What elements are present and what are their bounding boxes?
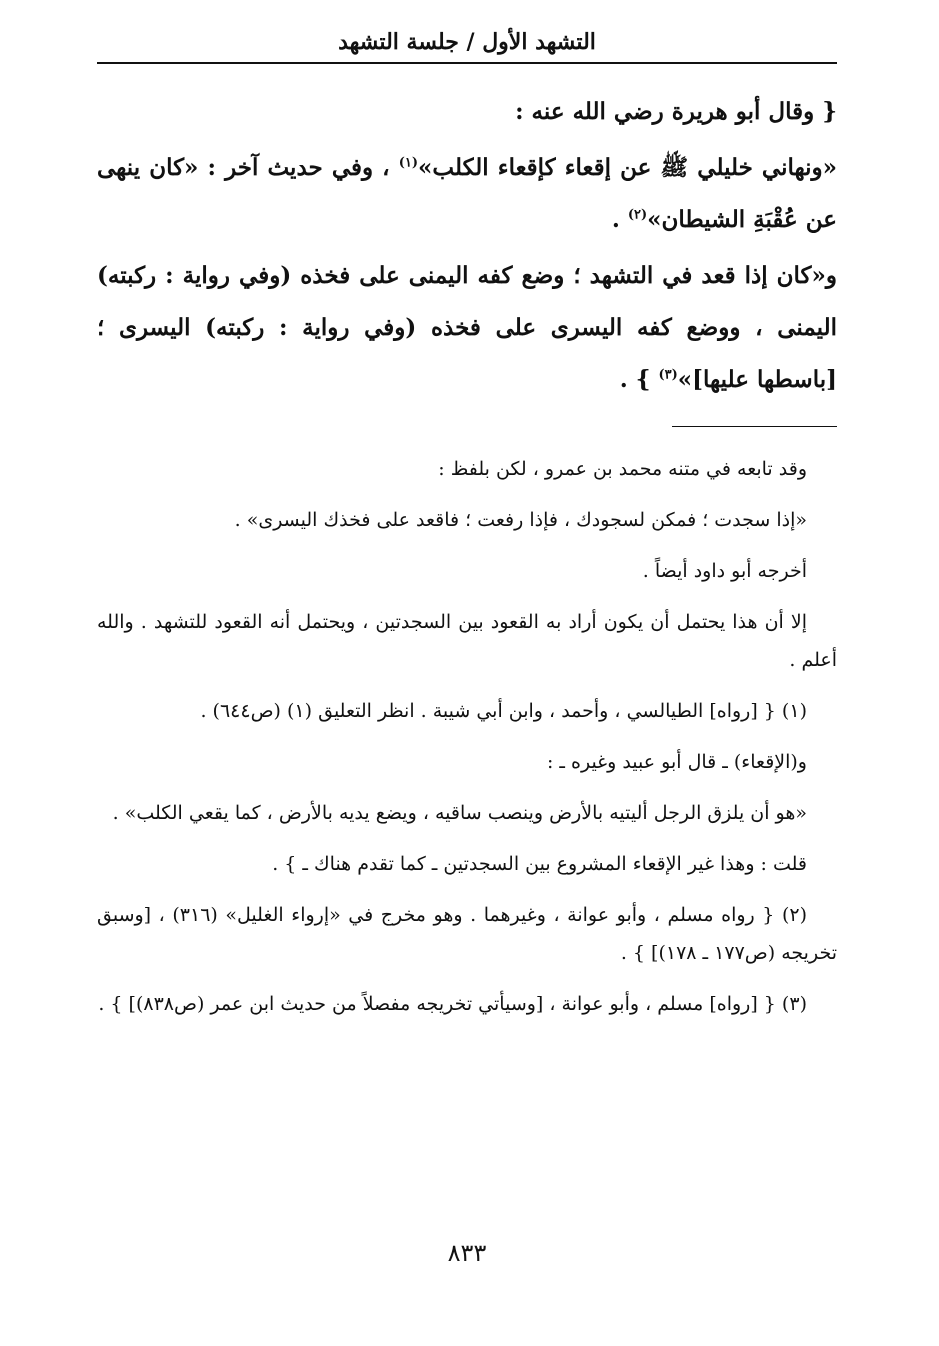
main-paragraph-2-tail: ، وفي حديث آخر : «كان ينهى عن عُقْبَةِ الشيطان» <box>97 154 837 233</box>
footnote-1: (١) { [رواه] الطيالسي ، وأحمد ، وابن أبي شيبة . انظر التعليق (١) (ص٦٤٤) . <box>200 700 807 722</box>
footnote-ref-1: (١) <box>398 155 418 171</box>
main-text <box>97 86 837 410</box>
main-paragraph-1-text: { وقال أبو هريرة رضي الله عنه : <box>515 98 837 125</box>
note-line-1: وقد تابعه في متنه محمد بن عمرو ، لكن بلفظ : <box>438 458 807 480</box>
header-rule <box>97 62 837 64</box>
footnote-2: (٢) { رواه مسلم ، وأبو عوانة ، وغيرهما . وهو مخرج في «إرواء الغليل» (٣١٦) ، [وسبق تخريجه (ص١٧٧ ـ ١٧٨)] } . <box>97 904 837 964</box>
main-paragraph-2 <box>97 142 837 246</box>
page-number: ٨٣٣ <box>447 1239 487 1267</box>
main-paragraph-3-text: و«كان إذا قعد في التشهد ؛ وضع كفه اليمنى على فخذه (وفي رواية : ركبته) اليمنى ، ووضع كفه اليسرى على فخذه (وفي رواية : ركبته) اليسرى ؛ [باسطها عليها]» <box>97 262 837 393</box>
note-line-4: إلا أن هذا يحتمل أن يكون أراد به القعود بين السجدتين ، ويحتمل أنه القعود للتشهد . والله أعلم . <box>97 611 837 671</box>
main-paragraph-2-text: «ونهاني خليلي ﷺ عن إقعاء كإقعاء الكلب» <box>418 154 837 181</box>
running-header: التشهد الأول / جلسة التشهد <box>338 29 596 55</box>
note-line-6: و(الإقعاء) ـ قال أبو عبيد وغيره ـ : <box>546 751 807 773</box>
note-line-2: «إذا سجدت ؛ فمكن لسجودك ، فإذا رفعت ؛ فاقعد على فخذك اليسرى» . <box>234 509 807 531</box>
note-line-7: «هو أن يلزق الرجل أليتيه بالأرض وينصب ساقيه ، ويضع يديه بالأرض ، كما يقعي الكلب» . <box>112 802 807 824</box>
note-line-8: قلت : وهذا غير الإقعاء المشروع بين السجدتين ـ كما تقدم هناك ـ } . <box>272 853 807 875</box>
footnote-ref-2: (٢) <box>627 207 648 223</box>
note-line-3: أخرجه أبو داود أيضاً . <box>642 560 807 582</box>
document-page <box>97 20 837 1320</box>
footnote-rule <box>672 426 837 427</box>
main-paragraph-3 <box>97 250 837 406</box>
footnote-3: (٣) { [رواه] مسلم ، وأبو عوانة ، [وسيأتي تخريجه مفصلاً من حديث ابن عمر (ص٨٣٨)] } . <box>98 993 807 1015</box>
main-paragraph-2-end: . <box>611 206 628 233</box>
main-paragraph-1 <box>97 86 837 138</box>
footnote-ref-3: (٣) <box>658 367 678 383</box>
footnotes <box>97 450 837 1036</box>
main-paragraph-3-end: } . <box>619 366 659 393</box>
